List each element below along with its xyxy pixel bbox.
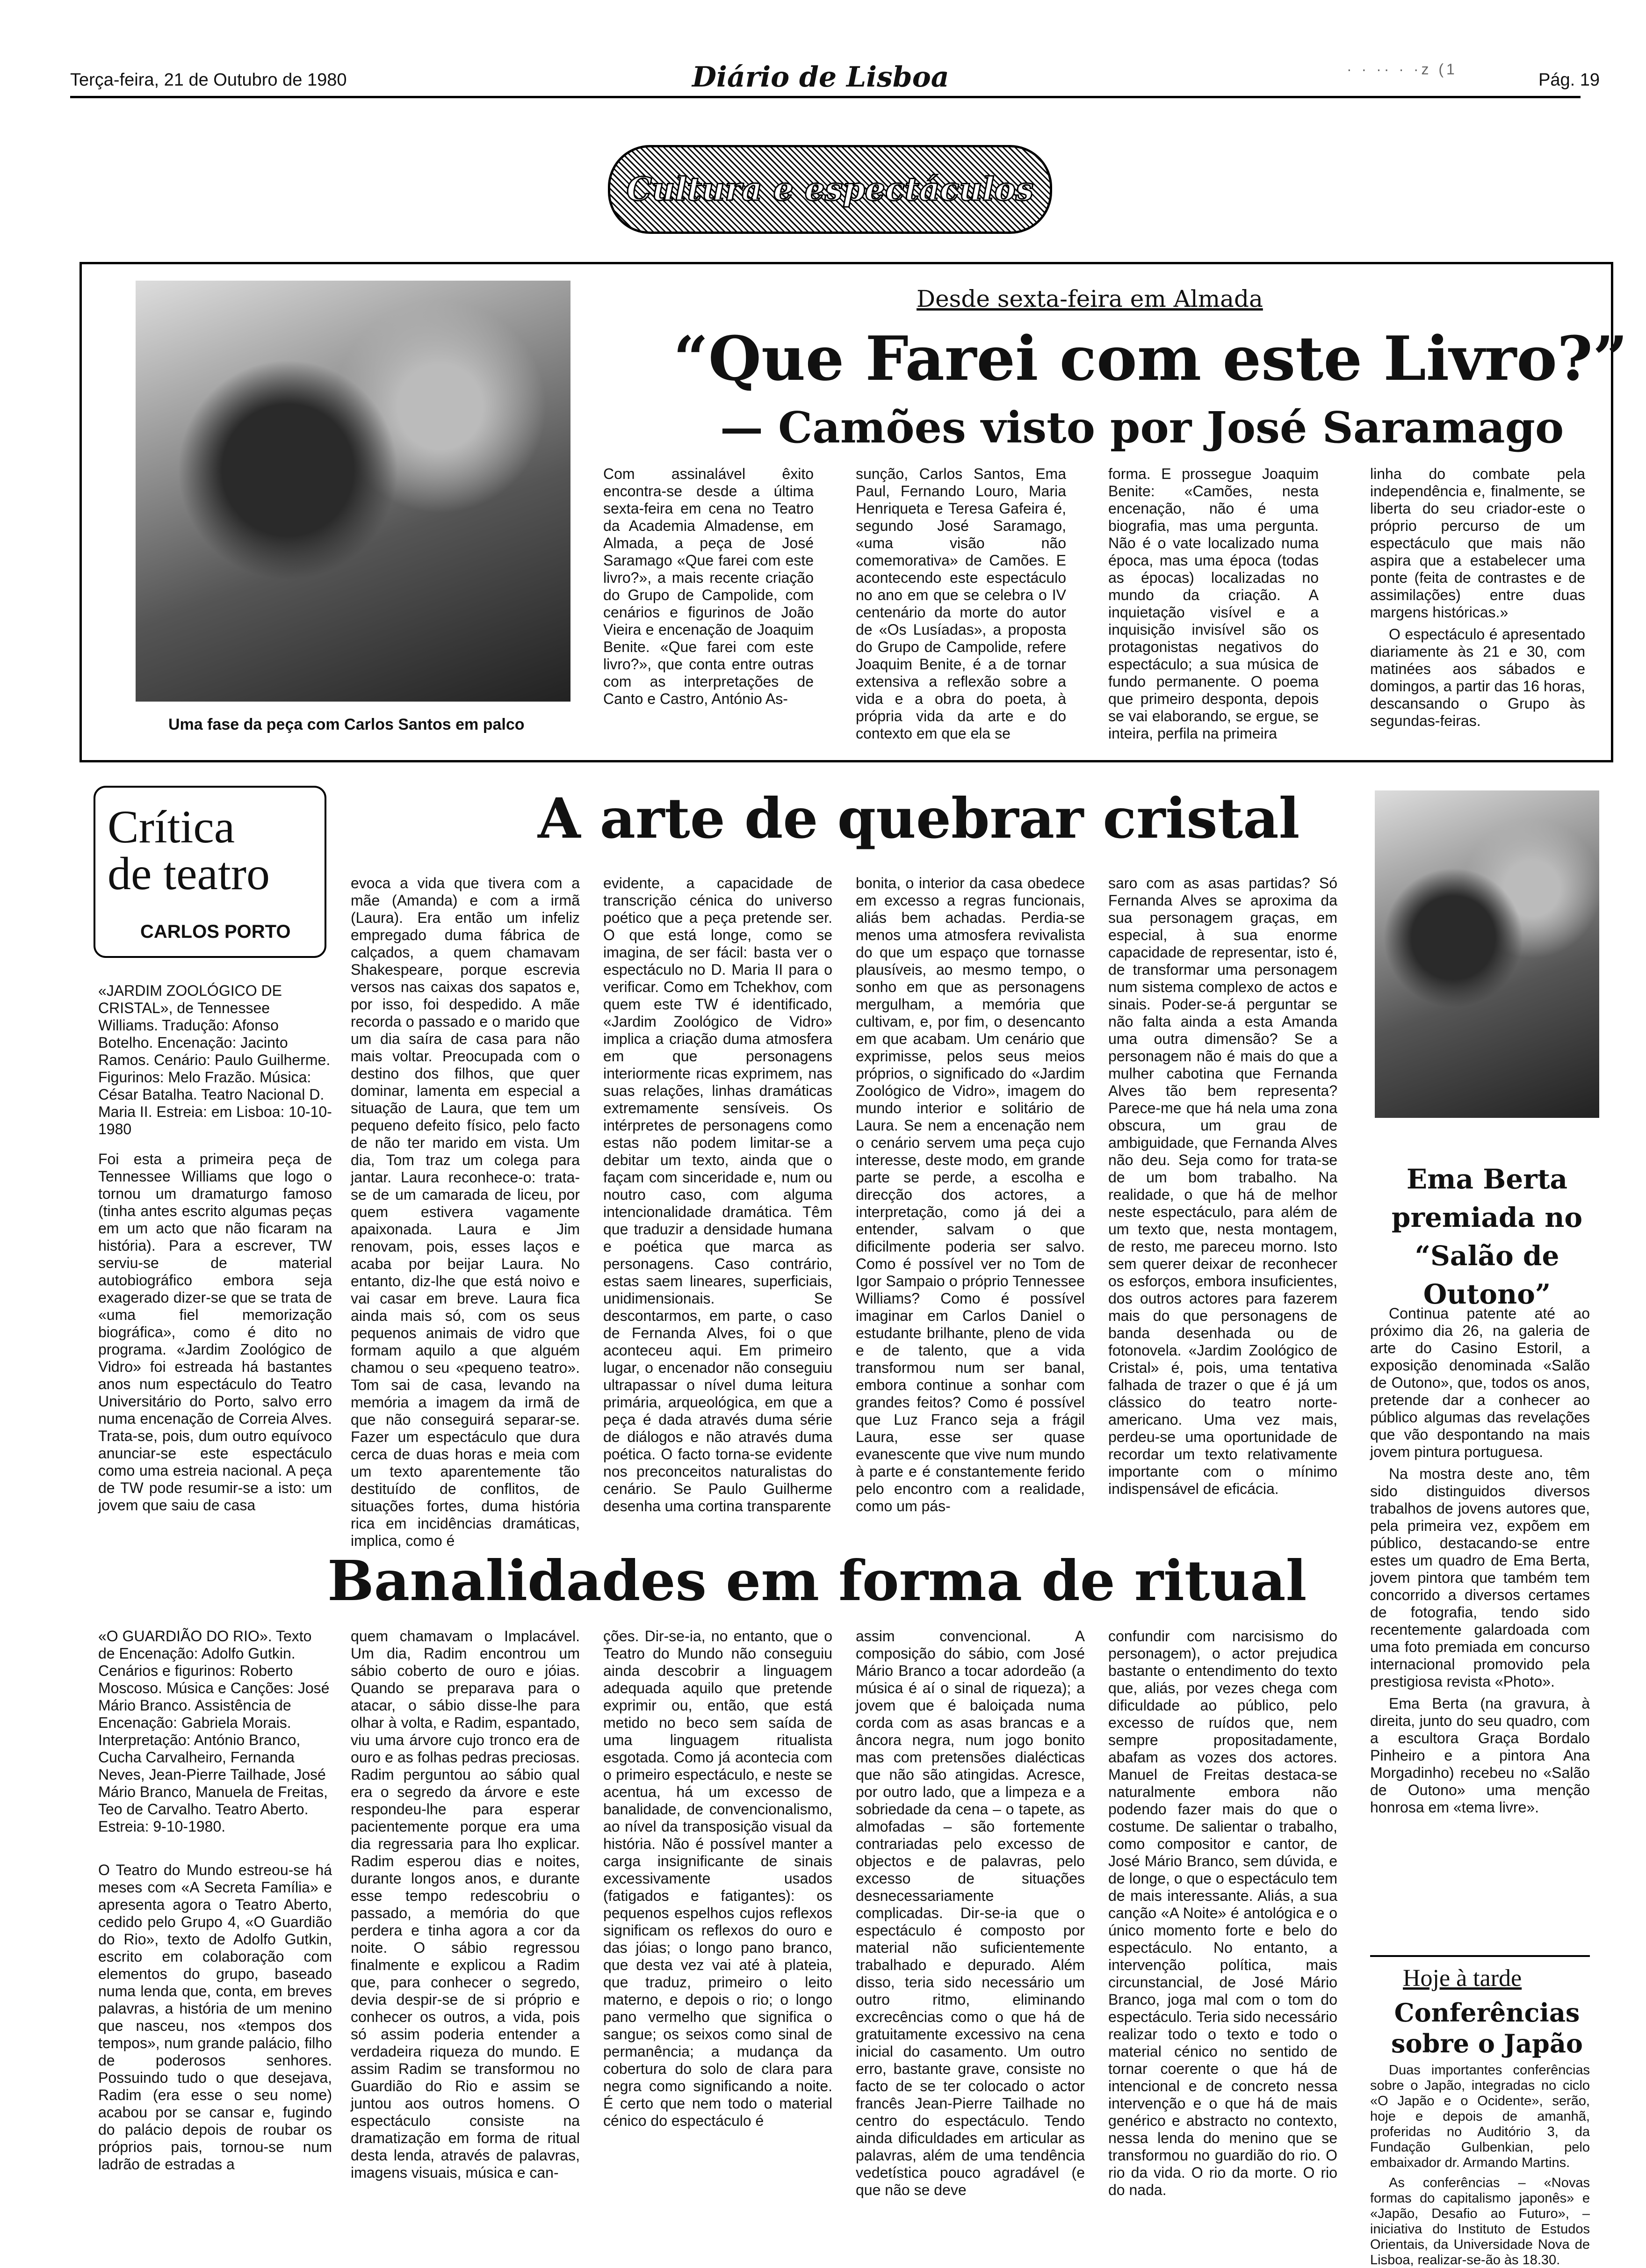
ema-berta-photo — [1375, 790, 1599, 1118]
article2-headline: Banalidades em forma de ritual — [327, 1548, 1307, 1613]
article1-headline: A arte de quebrar cristal — [538, 786, 1300, 851]
article1-column-1: Foi esta a primeira peça de Tennessee Williams que logo o tornou um dramaturgo famoso (tinha antes escrito algumas peças em um acto que não ficaram na história). Para a escrever, TW serviu-se de material autobiográfico embora seja exagerado dizer-se que se trata de «uma fiel memorização biográfica», como é dito no programa. «Jardim Zoológico de Vidro» foi estreada há bastantes anos num espectáculo do Teatro Universitário do Porto, salvo erro numa encenação de Correia Alves. Trata-se, pois, dum outro equívoco anunciar-se este espectáculo como uma estreia nacional. A peça de TW pode resumir-se a isto: um jovem que saiu de casa — [98, 1151, 332, 1514]
ema-berta-para-2: Na mostra deste ano, têm sido distinguidos diversos trabalhos de jovens autores que, pela primeira vez, expõem em público, destacando-se entre estes um quadro de Ema Berta, jovem pintora que também tem concorrido a diversos certames de fotografia, tendo sido recentemente galardoada com uma foto premiada em concurso internacional promovido pela prestigiosa revista «Photo». — [1370, 1465, 1590, 1690]
section-title: Cultura e espectáculos — [626, 171, 1034, 208]
japao-body — [1370, 2063, 1590, 2268]
ema-berta-para-3: Ema Berta (na gravura, à direita, junto do seu quadro, com a escultora Graça Bordalo Pinheiro e a pintora Ana Morgadinho) recebeu no «Salão de Outono» uma menção honrosa em «tema livre». — [1370, 1695, 1590, 1816]
lead-column-3: forma. E prossegue Joaquim Benite: «Camões, nesta encenação, não é uma biografia, mas uma pergunta. Não é o vate localizado numa época, mas uma época (todas as épocas) localizadas no mundo da criação. A inquietação visível e a inquisição invisível são os protagonistas negativos do espectáculo; a sua música de fundo permanente. O poema que primeiro desponta, depois se vai elaborando, se ergue, se inteira, perfila na primeira — [1108, 465, 1319, 742]
lead-column-1: Com assinalável êxito encontra-se desde a última sexta-feira em cena no Teatro da Academia Almadense, em Almada, a peça de José Saramago «Que farei com este livro?», a mais recente criação do Grupo de Campolide, com cenários e figurinos de João Vieira e encenação de Joaquim Benite. «Que farei com este livro?», que conta entre outras com as interpretações de Canto e Castro, António As- — [603, 465, 814, 707]
lead-photo — [136, 281, 570, 702]
header-rule — [70, 96, 1581, 98]
critica-logo-line-1: Crítica — [108, 801, 235, 853]
lead-kicker: Desde sexta-feira em Almada — [917, 285, 1263, 312]
issue-date: Terça-feira, 21 de Outubro de 1980 — [70, 70, 347, 90]
article1-column-5: saro com as asas partidas? Só Fernanda Alves se aproxima da sua personagem graças, em especial, à sua enorme capacidade de representar, isto é, de transformar uma personagem num sistema complexo de actos e sinais. Poder-se-á perguntar se não falta ainda a esta Amanda uma outra dimensão? Se a personagem não é mais do que a mulher cabotina que Fernanda Alves tão bem representa? Parece-me que há nela uma zona obscura, um grau de ambiguidade, que Fernanda Alves não deu. Seja como for trata-se de um bom trabalho. Na realidade, o que há de melhor neste espectáculo, para além de um texto que, nesta montagem, de resto, me pareceu morno. Isto sem querer deixar de reconhecer os esforços, embora insuficientes, dos outros actores para fazerem mais do que personagens de banda desenhada ou de fotonovela. «Jardim Zoológico de Cristal» é, pois, uma tentativa falhada de trazer o que é já um clássico do teatro norte-americano. Uma vez mais, perdeu-se uma oportunidade de recordar um texto relativamente importante com o mínimo indispensável de eficácia. — [1108, 875, 1337, 1497]
page-number: Pág. 19 — [1538, 70, 1600, 90]
lead-subheadline: — Camões visto por José Saramago — [720, 402, 1564, 453]
japao-kicker: Hoje à tarde — [1403, 1965, 1522, 1992]
critic-author: CARLOS PORTO — [140, 921, 291, 942]
article1-column-2: evoca a vida que tivera com a mãe (Amanda) e com a irmã (Laura). Era então um infeliz empregado duma fábrica de calçados, a quem chamavam Shakespeare, porque escrevia versos nas caixas dos sapatos e, por isso, foi despedido. A mãe recorda o passado e o marido que um dia saíra de casa para não mais voltar. Preocupada com o destino dos filhos, que quer dominar, lamenta em especial a situação de Laura, que tem um pequeno defeito físico, pelo facto de não ter marido em vista. Um dia, Tom traz um colega para jantar. Laura reconhece-o: trata-se de um camarada de liceu, por quem estivera vagamente apaixonada. Laura e Jim renovam, pois, esses laços e acaba por beijar Laura. No entanto, diz-lhe que está noivo e vai casar em breve. Laura fica ainda mais só, com os seus pequenos animais de vidro que formam aquilo a que alguém chamou o seu «pequeno teatro». Tom sai de casa, levando na memória a imagem da irmã de que não conseguirá separar-se. Fazer um espectáculo que dura cerca de duas horas e meia com um texto aparentemente tão destituído de conflitos, de situações fortes, duma história rica em incidências dramáticas, implica, como é — [351, 875, 580, 1549]
lead-column-4 — [1370, 465, 1585, 746]
article2-column-1: O Teatro do Mundo estreou-se há meses com «A Secreta Família» e apresenta agora o Teatro Aberto, cedido pelo Grupo 4, «O Guardião do Rio», texto de Adolfo Gutkin, escrito em colaboração com elementos do grupo, baseado numa lenda que, conta, em breves palavras, a história de um menino que nasceu, nos «tempos dos tempos», num grande palácio, filho de poderosos senhores. Possuindo tudo o que desejava, Radim (era esse o seu nome) acabou por se cansar e, fugindo do palácio depois de roubar os próprios pais, tornou-se num ladrão de estradas a — [98, 1862, 332, 2173]
critica-logo-line-2: de teatro — [108, 848, 270, 899]
ema-berta-body — [1370, 1305, 1590, 1946]
ema-berta-para-1: Continua patente até ao próximo dia 26, na galeria de arte do Casino Estoril, a exposição denominada «Salão de Outono», que, todos os anos, pretende dar a conhecer ao público algumas das revelações que vão despontando na mais jovem pintura portuguesa. — [1370, 1305, 1590, 1460]
japao-box-rule — [1370, 1955, 1590, 1957]
article2-credits: «O GUARDIÃO DO RIO». Texto de Encenação: Adolfo Gutkin. Cenários e figurinos: Roberto Moscoso. Música e Canções: José Mário Branco. Assistência de Encenação: Gabriela Morais. Interpretação: António Branco, Cucha Carvalheiro, Fernanda Neves, Jean-Pierre Tailhade, José Mário Branco, Manuela de Freitas, Teo de Carvalho. Teatro Aberto. Estreia: 9-10-1980. — [98, 1628, 330, 1835]
lead-photo-caption: Uma fase da peça com Carlos Santos em palco — [168, 716, 525, 733]
article1-column-4: bonita, o interior da casa obedece em excesso a regras funcionais, aliás bem achadas. Perdia-se menos uma atmosfera revivalista do que um espaço que tornasse plausíveis, ao mesmo tempo, o sonho em que as personagens mergulham, a memória que cultivam, e, por fim, o desencanto em que acabam. Um cenário que exprimisse, pelos seus meios próprios, o significado do «Jardim Zoológico de Vidro», imagem do mundo interior e solitário de Laura. Se nem a encenação nem o cenário servem uma peça cujo interesse, deste modo, em grande parte se perde, a escolha e direcção dos actores, a interpretação, como já dei a entender, salvam o que dificilmente poderia ser salvo. Como é possível ver no Tom de Igor Sampaio o próprio Tennessee Williams? Como é possível imaginar em Carlos Daniel o estudante brilhante, pleno de vida e de talento, que a vida transformou num ser banal, embora continue a sonhar com grandes feitos? Como é possível que Luz Franco seja a frágil Laura, esse ser quase evanescente que vive num mundo à parte e é constantemente ferido pelo encontro com a realidade, como um pás- — [856, 875, 1085, 1514]
lead-headline: “Que Farei com este Livro?” — [673, 323, 1628, 394]
lead-column-2: sunção, Carlos Santos, Ema Paul, Fernando Louro, Maria Henriqueta e Teresa Gafeira é, segundo José Saramago, «uma visão não comemorativa» de Camões. E acontecendo este espectáculo no ano em que se celebra o IV centenário da morte do autor de «Os Lusíadas», a proposta do Grupo de Campolide, refere Joaquim Benite, é a de tornar extensiva a reflexão sobre a vida e a obra do poeta, à própria vida da arte e do contexto em que ela se — [856, 465, 1066, 742]
article2-column-2: quem chamavam o Implacável. Um dia, Radim encontrou um sábio coberto de ouro e jóias. Quando se preparava para o atacar, o sábio disse-lhe para olhar à volta, e Radim, espantado, viu uma árvore cujo tronco era de ouro e as folhas pedras preciosas. Radim perguntou ao sábio qual era o segredo da árvore e este respondeu-lhe para esperar pacientemente porque era uma dia regressaria para lho explicar. Radim esperou dias e noites, durante longos anos, e durante esse tempo redescobriu o passado, a memória do que perdera e tinha agora a cor da noite. O sábio regressou finalmente e explicou a Radim que, para conhecer o segredo, devia despir-se de si próprio e conhecer os outros, a vida, pois só assim poderia entender a verdadeira riqueza do mundo. E assim Radim se transformou no Guardião do Rio e assim se juntou aos outros homens. O espectáculo consiste na dramatização em forma de ritual desta lenda, através de palavras, imagens visuais, música e can- — [351, 1628, 580, 2181]
section-banner — [608, 145, 1052, 234]
article1-column-3: evidente, a capacidade de transcrição cénica do universo poético que a peça pretende ser. O que está longe, como se imagina, de ser fácil: basta ver o espectáculo no D. Maria II para o verificar. Como em Tchekhov, com quem este TW é identificado, «Jardim Zoológico de Vidro» implica a criação duma atmosfera em que personagens interiormente ricas exprimem, nas suas relações, linhas dramáticas extremamente sensíveis. Os intérpretes de personagens como estas não podem limitar-se a debitar um texto, ainda que o façam com sinceridade e, num ou noutro caso, com alguma intencionalidade dramática. Têm que traduzir a densidade humana e poética que marca as personagens. Caso contrário, estas saem lineares, superficiais, unidimensionais. Se descontarmos, em parte, o caso de Fernanda Alves, foi o que aconteceu aqui. Em primeiro lugar, o encenador não conseguiu ultrapassar o nível duma leitura primária, arqueológica, em que a peça é dada através duma série de diálogos e não através duma poética. O facto torna-se evidente nos preconceitos naturalistas do cenário. Se Paulo Guilherme desenha uma cortina transparente — [603, 875, 832, 1514]
lead-column-4-para-2: O espectáculo é apresentado diariamente às 21 e 30, com matinées aos sábados e domingos, a partir das 16 horas, descansando o Grupo às segundas-feiras. — [1370, 626, 1585, 729]
article2-column-4: assim convencional. A composição do sábio, com José Mário Branco a tocar adordeão (a música é aí o sinal de riqueza); a jovem que é baloiçada numa corda com as asas brancas e a âncora negra, num jogo bonito mas com pretensões dialécticas que não são atingidas. Acresce, por outro lado, que a limpeza e a sobriedade da cena – o tapete, as almofadas – são fortemente contrariadas pelo excesso de objectos e de palavras, pelo excesso de situações desnecessariamente complicadas. Dir-se-ia que o espectáculo é composto por material não suficientemente trabalhado e depurado. Além disso, teria sido necessário um outro ritmo, eliminando excrecências como o que há de gratuitamente excessivo na cena inicial do casamento. Um outro erro, bastante grave, consiste no facto de se ter colocado o actor francês Jean-Pierre Tailhade no centro do espectáculo. Tendo ainda dificuldades em articular as palavras, além de uma tendência vedetística pouco agradável (e que não se deve — [856, 1628, 1085, 2198]
lead-column-4-para-1: linha do combate pela independência e, finalmente, se liberta do seu criador-este o próprio percurso de um espectáculo que mais não aspira que a estabelecer uma ponte (feita de contrastes e de assimilações) entre duas margens históricas.» — [1370, 465, 1585, 621]
japao-para-2: As conferências – «Novas formas do capitalismo japonês» e «Japão, Desafio ao Futuro», – iniciativa do Instituto de Estudos Orientais, da Universidade Nova de Lisboa, realizar-se-ão às 18.30. — [1370, 2175, 1590, 2268]
masthead: Diário de Lisboa — [692, 61, 949, 94]
japao-para-1: Duas importantes conferências sobre o Japão, integradas no ciclo «O Japão e o Ocidente», serão, hoje e depois de amanhã, proferidas no Auditório 3, da Fundação Gulbenkian, pelo embaixador dr. Armando Martins. — [1370, 2063, 1590, 2170]
japao-headline: Conferências sobre o Japão — [1391, 1998, 1583, 2058]
handwritten-note: · · ·· · ·z (1 — [1347, 61, 1458, 78]
article2-column-5: confundir com narcisismo do personagem), o actor prejudica bastante o entendimento do texto que, aliás, por vezes chega com dificuldade ao público, pelo excesso de ruídos que, nem sempre propositadamente, abafam as vozes dos actores. Manuel de Freitas destaca-se naturalmente embora não podendo fazer mais do que o costume. De salientar o trabalho, como compositor e cantor, de José Mário Branco, sem dúvida, e de longe, o que o espectáculo tem de mais interessante. Aliás, a sua canção «A Noite» é antológica e o único momento forte e belo do espectáculo. No entanto, a intervenção política, mais circunstancial, de José Mário Branco, joga mal com o tom do espectáculo. Teria sido necessário realizar todo o texto e todo o material cénico no sentido de tornar coerente o que há de intencional e de concreto nessa intervenção e o que há de mais genérico e abstracto no contexto, nessa lenda do menino que se transformou no guardião do rio. O rio da vida. O rio da morte. O rio do nada. — [1108, 1628, 1337, 2198]
article2-column-3: ções. Dir-se-ia, no entanto, que o Teatro do Mundo não conseguiu ainda descobrir a linguagem adequada aquilo que pretende exprimir ou, então, que está metido no beco sem saída de uma linguagem ritualista esgotada. Como já acontecia com o primeiro espectáculo, e neste se acentua, há um excesso de banalidade, de convencionalismo, ao nível da transposição visual da história. Não é possível manter a carga insignificante de sinais excessivamente usados (fatigados e fatigantes): os pequenos espelhos cujos reflexos significam os reflexos do ouro e das jóias; o longo pano branco, que desta vez vai até à plateia, que traduz, primeiro o leito materno, e depois o rio; o longo pano vermelho que significa o sangue; os seixos como sinal de permanência; a mudança da cobertura do solo de clara para negra como significando a noite. É certo que nem todo o material cénico do espectáculo é — [603, 1628, 832, 2129]
article1-credits: «JARDIM ZOOLÓGICO DE CRISTAL», de Tennessee Williams. Tradução: Afonso Botelho. Encenação: Jacinto Ramos. Cenário: Paulo Guilherme. Figurinos: Melo Frazão. Música: César Batalha. Teatro Nacional D. Maria II. Estreia: em Lisboa: 10-10-1980 — [98, 982, 332, 1138]
ema-berta-headline: Ema Berta premiada no “Salão de Outono” — [1391, 1163, 1583, 1310]
